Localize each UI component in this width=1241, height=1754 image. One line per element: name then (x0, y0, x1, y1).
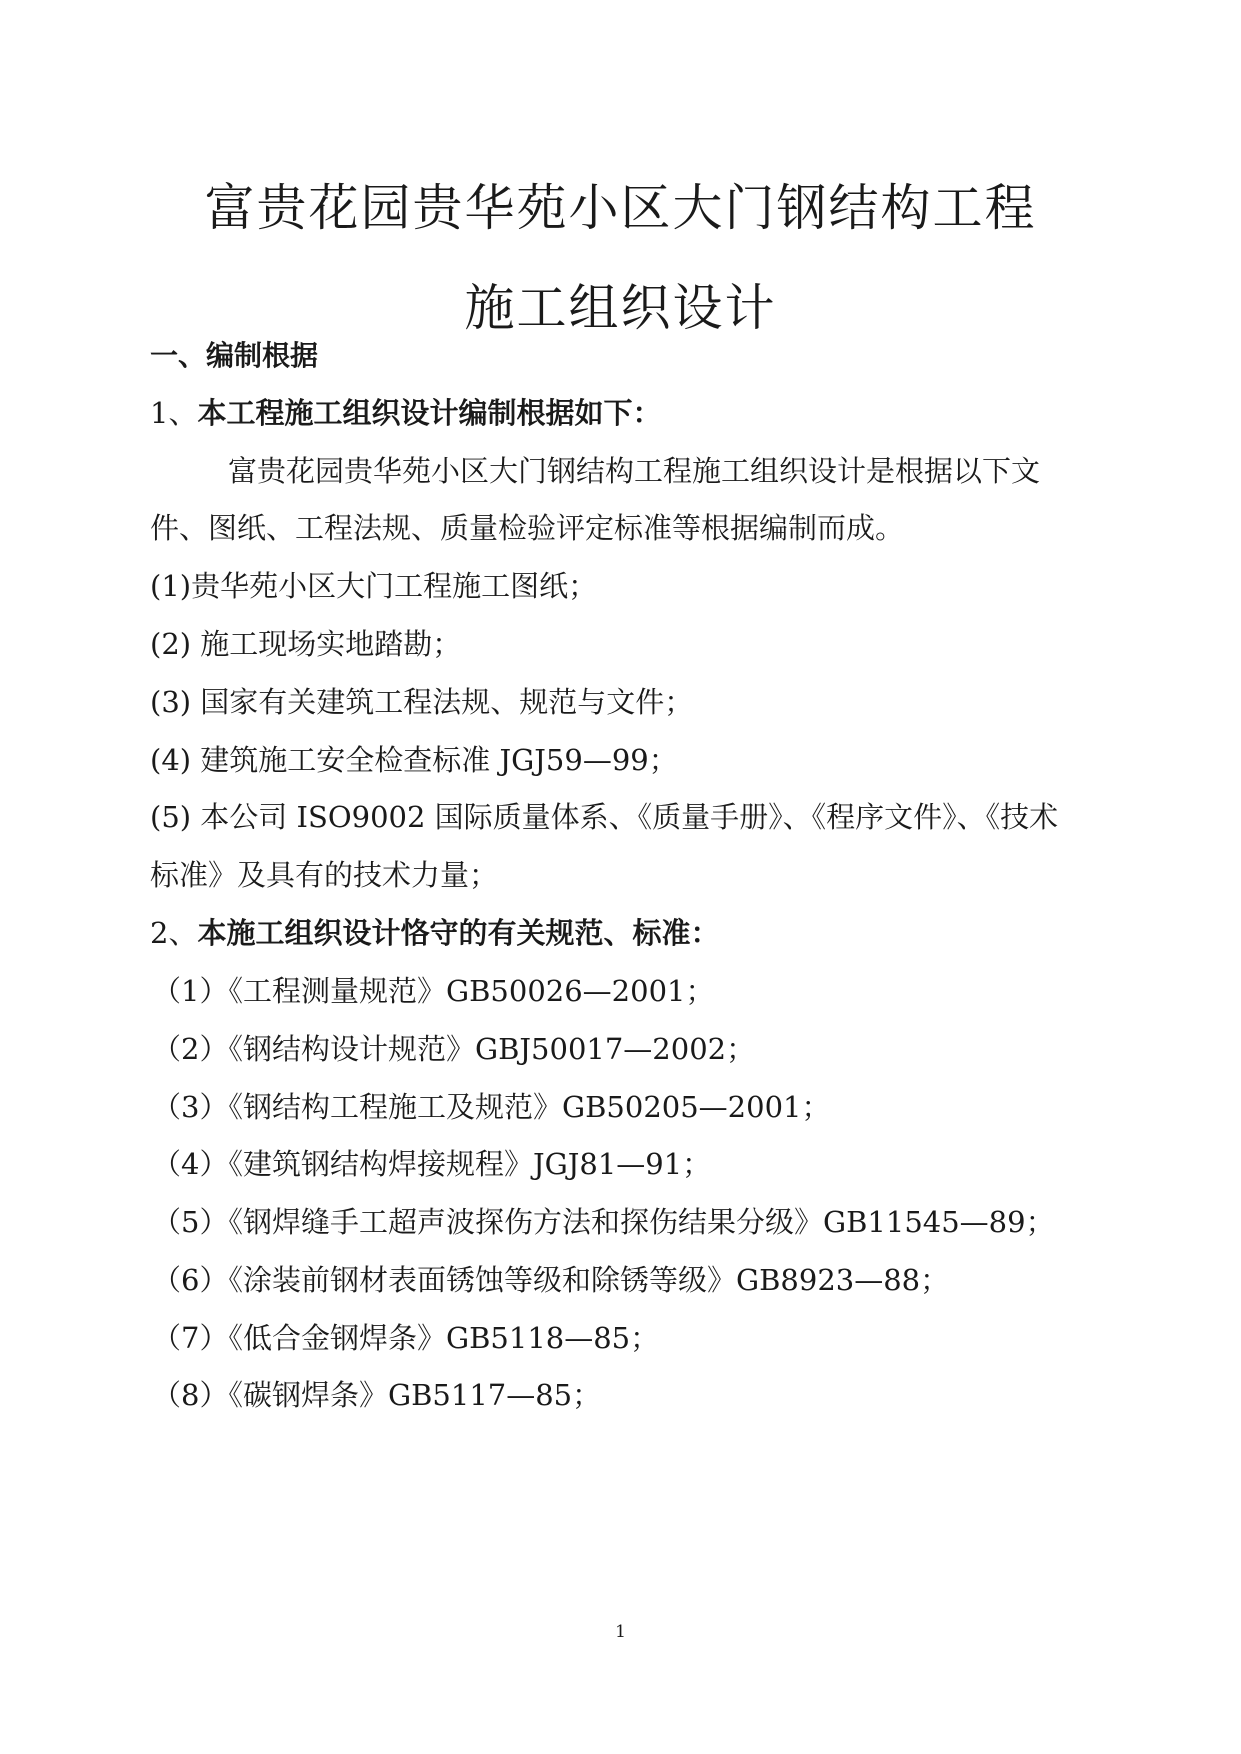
basis-item: (2) 施工现场实地踏勘； (150, 627, 462, 661)
standard-item: （3）《钢结构工程施工及规范》GB50205—2001； (152, 1090, 831, 1124)
basis-item: (5) 本公司 ISO9002 国际质量体系、《质量手册》、《程序文件》、《技术 (150, 800, 1059, 834)
basis-item-continuation: 标准》及具有的技术力量； (150, 858, 499, 892)
standard-item: （5）《钢焊缝手工超声波探伤方法和探伤结果分级》GB11545—89； (152, 1205, 1055, 1239)
standard-item: （2）《钢结构设计规范》GBJ50017—2002； (152, 1032, 756, 1066)
basis-item: (4) 建筑施工安全检查标准 JGJ59—99； (150, 743, 678, 777)
section-heading-basis: 一、编制根据 (150, 339, 319, 372)
subsection-text-1: 本工程施工组织设计编制根据如下： (197, 396, 662, 430)
subsection-heading-1 (150, 393, 1110, 433)
document-title-line1: 富贵花园贵华苑小区大门钢结构工程 (204, 179, 1037, 237)
standard-item: （8）《碳钢焊条》GB5117—85； (152, 1378, 602, 1412)
standard-item: （6）《涂装前钢材表面锈蚀等级和除锈等级》GB8923—88； (152, 1263, 950, 1297)
basis-item: (1)贵华苑小区大门工程施工图纸； (150, 569, 598, 603)
paragraph-line-1: 富贵花园贵华苑小区大门钢结构工程施工组织设计是根据以下文 (228, 454, 1041, 488)
basis-item: (3) 国家有关建筑工程法规、规范与文件； (150, 685, 694, 719)
subsection-number-1: 1、 (150, 396, 198, 430)
paragraph-line-2: 件、图纸、工程法规、质量检验评定标准等根据编制而成。 (150, 511, 905, 545)
subsection-heading-2 (150, 913, 1110, 953)
standard-item: （1）《工程测量规范》GB50026—2001； (152, 974, 715, 1008)
document-title-line2: 施工组织设计 (464, 279, 777, 337)
standard-item: （4）《建筑钢结构焊接规程》JGJ81—91； (152, 1147, 712, 1181)
page-number: 1 (615, 1622, 626, 1642)
subsection-number-2: 2、 (150, 916, 198, 950)
subsection-text-2: 本施工组织设计恪守的有关规范、标准： (197, 916, 720, 950)
standard-item: （7）《低合金钢焊条》GB5118—85； (152, 1321, 660, 1355)
